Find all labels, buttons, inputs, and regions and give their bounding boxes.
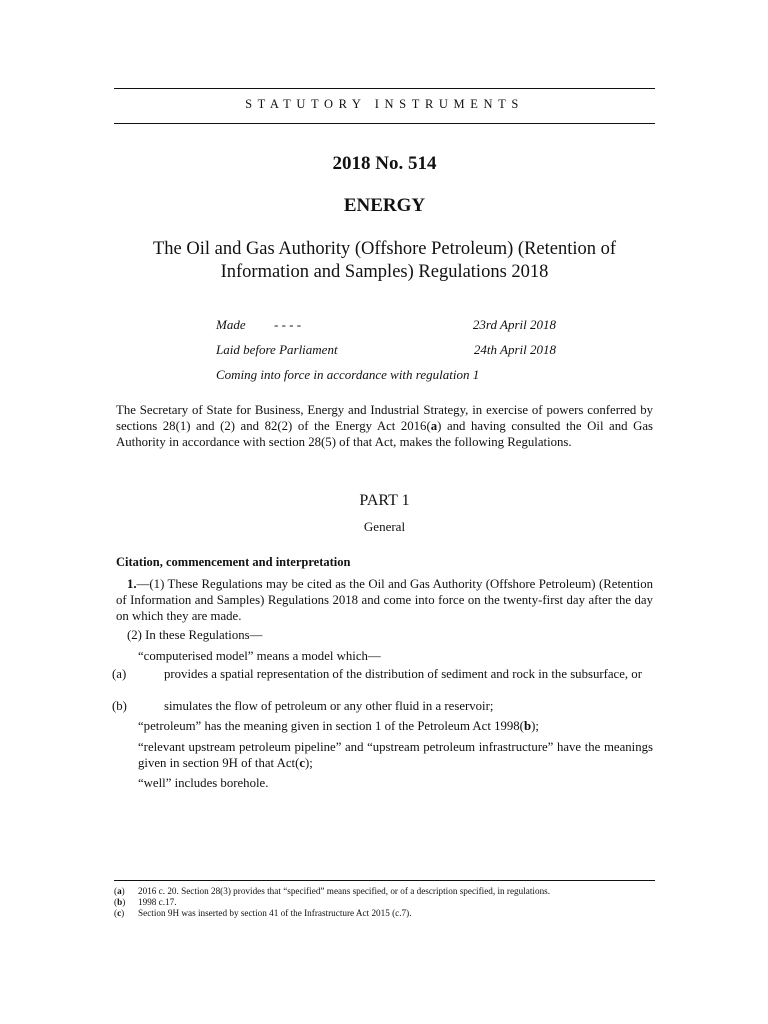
date-value: 23rd April 2018 — [472, 317, 556, 332]
footnote-letter: c — [117, 908, 122, 918]
definition-well: “well” includes borehole. — [138, 776, 269, 790]
footnote-rule — [114, 880, 655, 881]
definition-computerised-model: “computerised model” means a model which— — [138, 649, 381, 663]
date-label: Made — [216, 317, 246, 332]
definition-item-b — [112, 698, 679, 714]
date-row-coming-into-force — [216, 366, 560, 391]
definition-pipeline-infrastructure — [138, 739, 653, 771]
preamble-paragraph — [116, 402, 653, 450]
instrument-number: 2018 No. 514 — [332, 153, 437, 174]
regulation-1-paragraph-1 — [116, 576, 653, 624]
item-text: simulates the flow of petroleum or any other fluid in a reservoir; — [164, 699, 494, 713]
section-heading: Citation, commencement and interpretation — [116, 555, 351, 569]
footnote-letter: a — [117, 886, 122, 896]
regulation-number: 1. — [127, 577, 137, 591]
footnote-label: (a) — [114, 886, 125, 896]
footnote-ref-c[interactable]: c — [299, 756, 306, 770]
definition-petroleum — [138, 718, 653, 734]
item-label: (a) — [112, 667, 127, 681]
footnote-ref-a[interactable]: a — [430, 419, 438, 433]
footnote-letter: b — [117, 897, 123, 907]
regulation-1-paragraph-2: (2) In these Regulations— — [127, 628, 263, 642]
regulation-1-text: —(1) These Regulations may be cited as the Oil and Gas Authority (Offshore Petroleum) (Retention of Information and Samples) Regulations 2018 and come into force on the twenty-first day after the day on which they are made. — [116, 577, 653, 623]
definition-text-end: ); — [531, 719, 539, 733]
date-label: Coming into force in accordance with regulation 1 — [216, 367, 480, 382]
definition-text: “relevant upstream petroleum pipeline” and “upstream petroleum infrastructure” have the meanings given in section 9H of that Act( — [138, 740, 653, 770]
banner-bottom-rule — [114, 123, 655, 124]
footnote-ref-b[interactable]: b — [523, 719, 532, 733]
title-line-2: Information and Samples) Regulations 2018 — [220, 262, 549, 282]
footnote-b — [114, 897, 655, 908]
footnote-text: 2016 c. 20. Section 28(3) provides that “specified” means specified, or of a description specified, in regulations. — [138, 886, 551, 896]
regulations-title — [114, 238, 655, 284]
top-rule — [114, 88, 655, 89]
footnote-a — [114, 886, 655, 897]
part-subheading: General — [363, 519, 406, 534]
date-row-made — [216, 316, 560, 341]
date-value: 24th April 2018 — [473, 342, 556, 357]
date-row-laid — [216, 341, 560, 366]
definition-item-a — [112, 666, 679, 682]
definition-text-end: ); — [305, 756, 313, 770]
definition-text: “petroleum” has the meaning given in section 1 of the Petroleum Act 1998( — [138, 719, 524, 733]
part-heading: PART 1 — [359, 492, 410, 509]
item-text: provides a spatial representation of the distribution of sediment and rock in the subsurface, or — [164, 667, 642, 681]
date-dashes: - - - - — [274, 317, 302, 332]
statutory-instruments-banner: STATUTORY INSTRUMENTS — [245, 97, 524, 111]
footnote-c — [114, 908, 655, 919]
preamble-text-2: ) and having consulted the Oil and Gas Authority in accordance with section 28(5) of that Act, makes the following Regulations. — [116, 419, 653, 449]
preamble-text-1: The Secretary of State for Business, Energy and Industrial Strategy, in exercise of powers conferred by sections 28(1) and (2) and 82(2) of the Energy Act 2016( — [116, 403, 653, 433]
subject-heading: ENERGY — [343, 195, 426, 216]
footnote-text: Section 9H was inserted by section 41 of the Infrastructure Act 2015 (c.7). — [138, 908, 412, 918]
item-label: (b) — [112, 699, 127, 713]
date-label: Laid before Parliament — [216, 342, 338, 357]
dates-block — [216, 316, 560, 391]
footnote-label: (c) — [114, 908, 125, 918]
footnotes — [114, 886, 655, 919]
footnote-text: 1998 c.17. — [138, 897, 177, 907]
footnote-label: (b) — [114, 897, 126, 907]
title-line-1: The Oil and Gas Authority (Offshore Petroleum) (Retention of — [152, 239, 617, 259]
